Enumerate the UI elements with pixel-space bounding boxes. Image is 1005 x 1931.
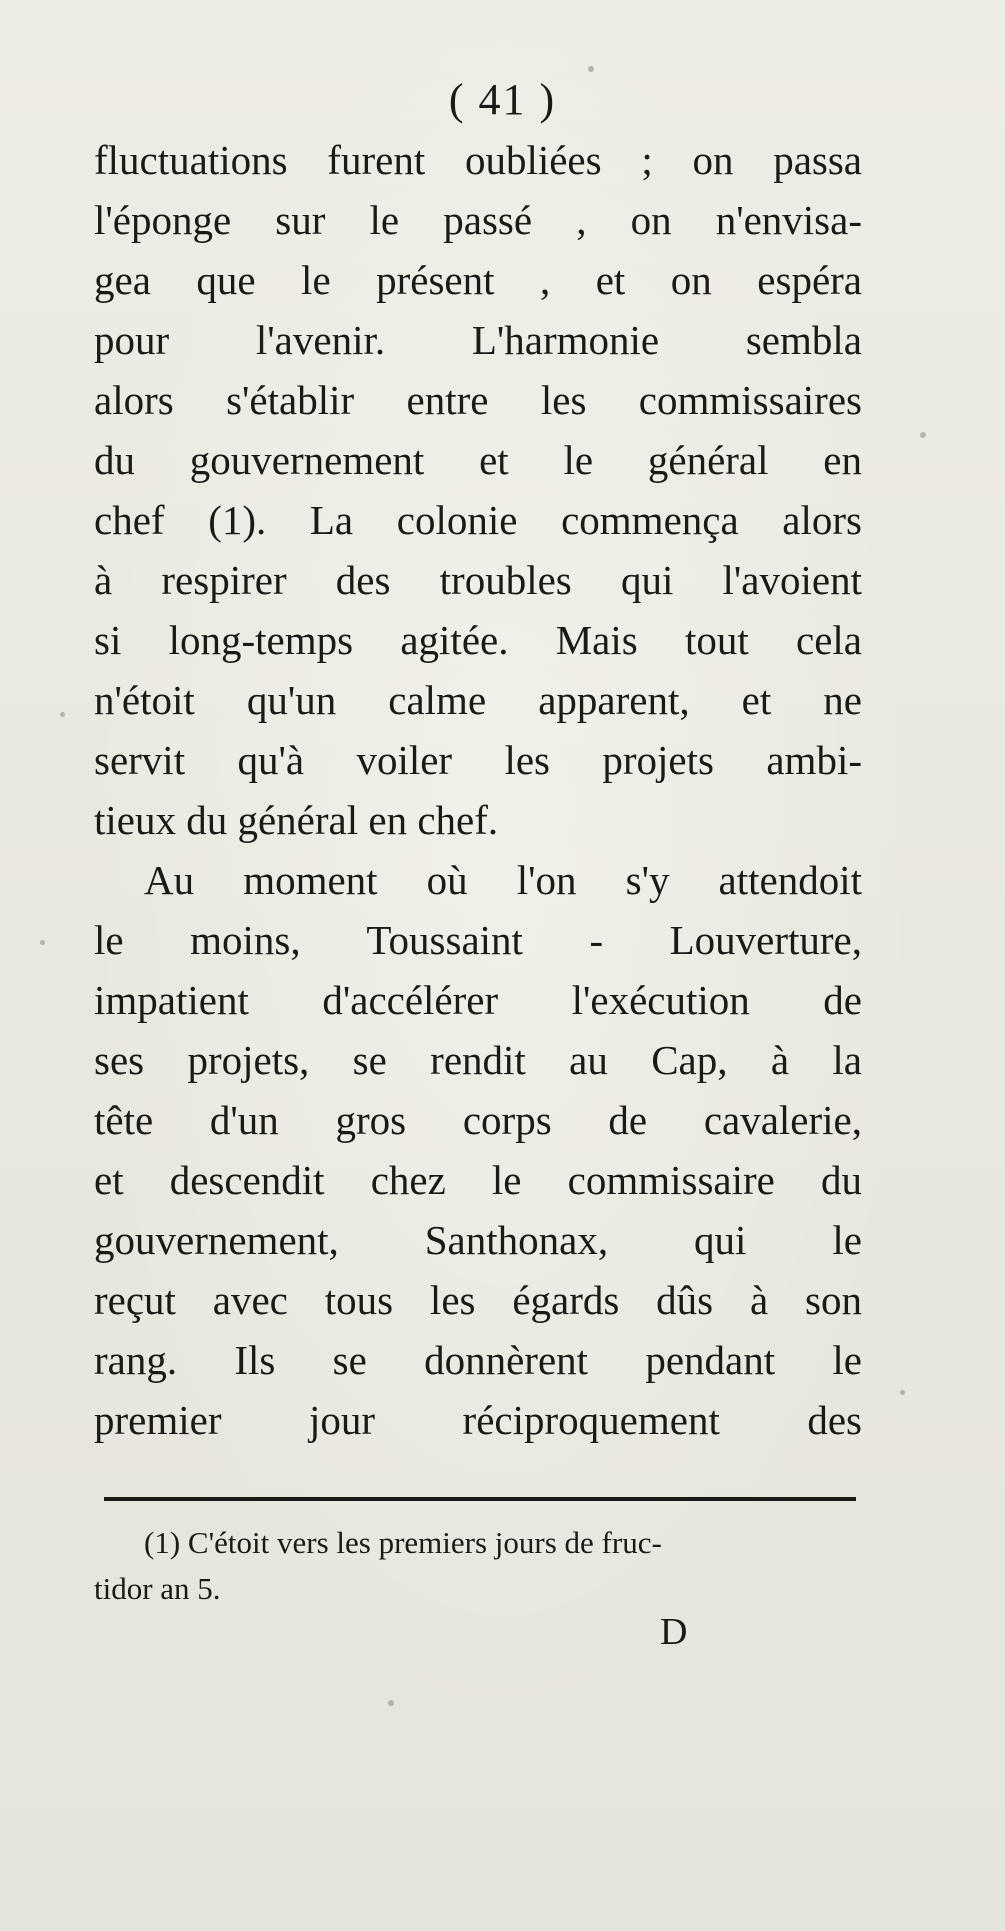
text-line: rang. Ils se donnèrent pendant le xyxy=(94,1337,862,1383)
paragraph-1 xyxy=(94,130,862,850)
paper-speck xyxy=(40,940,45,945)
paragraph-2 xyxy=(94,850,862,1450)
footnote xyxy=(94,1520,872,1612)
paper-speck xyxy=(388,1700,394,1706)
text-line: l'éponge sur le passé , on n'envisa- xyxy=(94,197,862,243)
paper-speck xyxy=(60,712,65,717)
text-line: tieux du général en chef. xyxy=(94,797,499,843)
text-line: alors s'établir entre les commissaires xyxy=(94,377,862,423)
text-line: gouvernement, Santhonax, qui le xyxy=(94,1217,862,1263)
paper-speck xyxy=(900,1390,905,1395)
text-line: ses projets, se rendit au Cap, à la xyxy=(94,1037,862,1083)
text-line: et descendit chez le commissaire du xyxy=(94,1157,862,1203)
text-line: fluctuations furent oubliées ; on passa xyxy=(94,137,862,183)
body-text xyxy=(94,130,862,1450)
text-line: impatient d'accélérer l'exécution de xyxy=(94,977,862,1023)
signature-mark: D xyxy=(660,1611,688,1653)
text-line: si long-temps agitée. Mais tout cela xyxy=(94,617,862,663)
text-line: premier jour réciproquement des xyxy=(94,1397,862,1443)
text-line: reçut avec tous les égards dûs à son xyxy=(94,1277,862,1323)
text-line: chef (1). La colonie commença alors xyxy=(94,497,862,543)
text-line: n'étoit qu'un calme apparent, et ne xyxy=(94,677,862,723)
text-line: du gouvernement et le général en xyxy=(94,437,862,483)
text-line: servit qu'à voiler les projets ambi- xyxy=(94,737,862,783)
footnote-rule xyxy=(104,1497,856,1501)
text-line: tête d'un gros corps de cavalerie, xyxy=(94,1097,862,1143)
paper-speck xyxy=(920,432,926,438)
text-line: le moins, Toussaint - Louverture, xyxy=(94,917,862,963)
text-line: Au moment où l'on s'y attendoit xyxy=(144,857,862,903)
page-number: ( 41 ) xyxy=(448,75,557,124)
paper-speck xyxy=(588,66,594,72)
footnote-line: (1) C'étoit vers les premiers jours de fruc- xyxy=(144,1525,662,1560)
text-line: gea que le présent , et on espéra xyxy=(94,257,862,303)
footnote-line: tidor an 5. xyxy=(94,1571,221,1606)
text-line: pour l'avenir. L'harmonie sembla xyxy=(94,317,862,363)
text-line: à respirer des troubles qui l'avoient xyxy=(94,557,862,603)
